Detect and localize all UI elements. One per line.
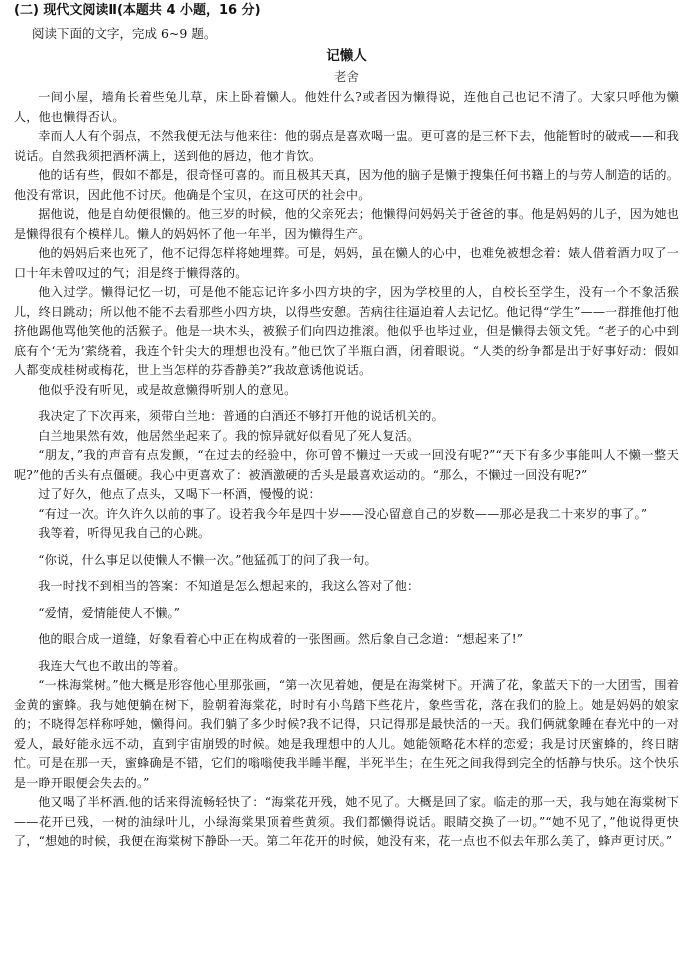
paragraph: 白兰地果然有效，他居然坐起来了。我的惊异就好似看见了死人复活。 bbox=[38, 428, 420, 443]
paragraph: “爱情，爱情能使人不懒。” bbox=[38, 605, 181, 620]
section-header: (二) 现代文阅读Ⅱ(本题共 4 小题，16 分) bbox=[14, 3, 261, 18]
paragraph: 过了好久，他点了点头，又喝下一杯酒，慢慢的说： bbox=[38, 487, 321, 501]
paragraph: 他的话有些，假如不都是，很奇怪可喜的。而且极其天真，因为他的脑子是懒于搜集任何书籍上的与劳人制造的话的。他没有常识，因此他不讨厌。他确是个宝贝，在这可厌的社会中。 bbox=[14, 168, 679, 202]
paragraph: “有过一次。许久许久以前的事了。设若我今年是四十岁——没心留意自己的岁数——那必是我二十来岁的事了。” bbox=[38, 506, 648, 521]
paragraph: 一间小屋，墙角长着些兔儿草，床上卧着懒人。他姓什么?或者因为懒得说，连他自己也记不清了。大家只呼他为懒人，他也懒得否认。 bbox=[14, 90, 679, 124]
paragraph: 他的妈妈后来也死了，他不记得怎样将她埋葬。可是，妈妈，虽在懒人的心中，也难免被想念着：婊人借着酒力叹了一口十年未曾叹过的气；泪是终于懒得落的。 bbox=[14, 246, 679, 280]
paragraph: 他的眼合成一道缝，好象看着心中正在构成着的一张图画。然后象自己念道：“想起来了!” bbox=[38, 632, 524, 646]
paragraph: 他似乎没有听见，或是故意懒得听别人的意见。 bbox=[38, 382, 297, 397]
paragraph: 我等着，听得见我自己的心跳。 bbox=[38, 526, 211, 540]
paragraph: 据他说，他是自幼便很懒的。他三岁的时候，他的父亲死去；他懒得问妈妈关于爸爸的事。他是妈妈的儿子，因为她也是懒得很有个模样儿。懒人的妈妈怀了他一年半，因为懒得生产。 bbox=[14, 207, 679, 241]
article-body bbox=[14, 88, 679, 852]
paragraph: “朋友，”我的声音有点发颤，“在过去的经验中，你可曾不懒过一天或一回没有呢?”“天下有多少事能叫人不懒一整天呢?”他的舌头有点僵硬。我心中更喜欢了：被酒激硬的舌头是最喜欢运动的。“那么，不懒过一回没有呢?” bbox=[14, 448, 679, 482]
paragraph: 我决定了下次再来，须带白兰地：普通的白酒还不够打开他的说话机关的。 bbox=[38, 409, 444, 423]
paragraph: “一株海棠树。”他大概是形容他心里那张画，“第一次见着她，便是在海棠树下。开满了花，象蓝天下的一大团雪，围着金黄的蜜蜂。我与她便躺在树下，脸朝着海棠花，时时有小鸟踏下些花片，象些雪花，落在我们的脸上。她是妈妈的娘家的；不晓得怎样称呼她，懒得问。我们躺了多少时候?我不记得，只记得那是最快活的一天。我们俩就象睡在春光中的一对爱人，最好能永远不动，直到宇宙崩毁的时候。她是我理想中的人儿。她能领略花木样的恋爱；我是讨厌蜜蜂的，终日瞎忙。可是在那一天，蜜蜂确是不错，它们的嗡嗡使我半睡半醒，半死半生；在生死之间我得到完全的恬静与快乐。这个快乐是一睁开眼便会失去的。” bbox=[14, 678, 679, 790]
article-title: 记懒人 bbox=[326, 48, 367, 64]
instruction-text: 阅读下面的文字，完成 6~9 题。 bbox=[32, 26, 217, 41]
paragraph: 我连大气也不敢出的等着。 bbox=[38, 658, 186, 673]
paragraph: “你说，什么事足以使懒人不懒一次。”他猛孤丁的问了我一句。 bbox=[38, 552, 377, 567]
paragraph: 他入过学。懒得记忆一切，可是他不能忘记许多小四方块的字，因为学校里的人，自校长至学生，没有一个不象活猴儿，终日跳动；所以他不能不去看那些小四方块，以得些安憩。苦病往往逼迫着人去记忆。他记得“学生”——一群推他打他挤他踢他骂他笑他的活猴子。他是一块木头，被猴子们向四边推滚。他似乎也毕过业，但是懒得去领文凭。“老子的心中到底有个‘无为’萦绕着，我连个针尖大的理想也没有。”他已饮了半瓶白酒，闭着眼说。“人类的纷争都是出于好事好动：假如人都变成桂树或梅花，世上当怎样的芬香静美?”我故意诱他说话。 bbox=[14, 285, 679, 377]
article-author: 老舍 bbox=[333, 69, 359, 84]
paragraph: 幸而人人有个弱点，不然我便无法与他来往：他的弱点是喜欢喝一盅。更可喜的是三杯下去，他能暂时的破戒——和我说话。自然我须把酒杯满上，送到他的唇边，他才肯饮。 bbox=[14, 129, 679, 163]
paragraph: 他又喝了半杯酒.他的话来得流畅轻快了：“海棠花开残，她不见了。大概是回了家。临走的那一天，我与她在海棠树下——花开已残，一树的油绿叶儿，小绿海棠果顶着些黄须。我们都懒得说话。眼睛交换了一切。”“她不见了，”他说得更快了，“想她的时候，我便在海棠树下静卧一天。第二年花开的时候，她没有来，花一点也不似去年那么美了，蜂声更讨厌。” bbox=[14, 795, 679, 848]
paragraph: 我一时找不到相当的答案：不知道是怎么想起来的，我这么答对了他： bbox=[38, 579, 420, 593]
